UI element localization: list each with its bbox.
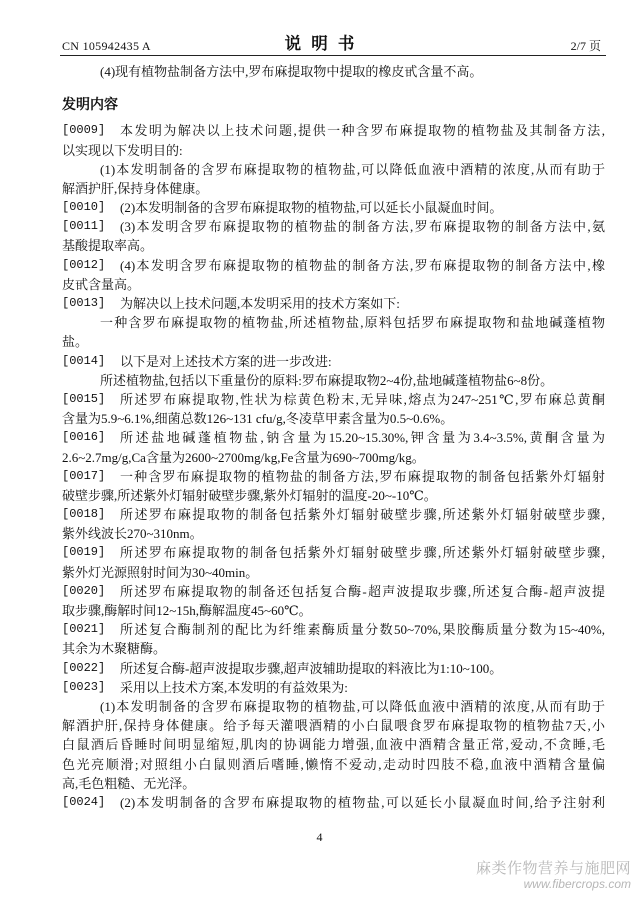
- paragraph-0021: [62, 620, 605, 658]
- text-line: 采用以上技术方案,本发明的有益效果为:: [120, 679, 348, 695]
- paragraph-0012: [62, 256, 605, 294]
- paragraph-number: [0023]: [62, 679, 106, 694]
- paragraph-number: [0016]: [62, 430, 106, 445]
- page-of-total: 2/7 页: [570, 39, 601, 53]
- paragraph-number: [0022]: [62, 660, 106, 675]
- paragraph-number: [0012]: [62, 257, 106, 272]
- paragraph-0013: [62, 294, 605, 313]
- paragraph-0019: [62, 543, 605, 581]
- paragraph-number: [0010]: [62, 200, 106, 215]
- paragraph-item: [62, 160, 605, 198]
- text-line: 所述盐地碱蓬植物盐,钠含量为15.20~15.30%,钾含量为3.4~3.5%,黄酮含量为: [120, 430, 605, 446]
- text-line: 所述罗布麻提取物的制备包括紫外灯辐射破壁步骤,所述紫外灯辐射破壁步骤,: [120, 507, 605, 523]
- text-line: (4)现有植物盐制备方法中,罗布麻提取物中提取的橡皮甙含量不高。: [100, 64, 483, 80]
- text-line: 所述植物盐,包括以下重量份的原料:罗布麻提取物2~4份,盐地碱蓬植物盐6~8份。: [100, 372, 554, 388]
- text-line: 高,毛色粗糙、无光泽。: [62, 775, 196, 791]
- text-line: 解酒护肝,保持身体健康。: [62, 180, 209, 196]
- paragraph-number: [0014]: [62, 353, 106, 368]
- paragraph-0017: [62, 467, 605, 505]
- text-line: 取步骤,酶解时间12~15h,酶解温度45~60℃。: [62, 603, 312, 619]
- text-line: 本发明为解决以上技术问题,提供一种含罗布麻提取物的植物盐及其制备方法,: [120, 123, 605, 139]
- paragraph-number: [0021]: [62, 622, 106, 637]
- text-line: 白鼠酒后昏睡时间明显缩短,肌肉的协调能力增强,血液中酒精含量正常,爱动,不贪睡,毛: [62, 737, 605, 753]
- text-line: 所述复合酶-超声波提取步骤,超声波辅助提取的料液比为1:10~100。: [120, 660, 503, 676]
- text-line: (2)本发明制备的含罗布麻提取物的植物盐,可以延长小鼠凝血时间,给予注射利: [120, 794, 605, 810]
- paragraph-number: [0011]: [62, 219, 106, 234]
- text-line: 破壁步骤,所述紫外灯辐射破壁步骤,紫外灯辐射的温度-20~-10℃。: [62, 487, 437, 503]
- text-line: 解酒护肝,保持身体健康。给予每天灌喂酒精的小白鼠喂食罗布麻提取物的植物盐7天,小: [62, 718, 605, 734]
- text-line: 含量为5.9~6.1%,细菌总数126~131 cfu/g,冬凌草甲素含量为0.5~0.6%。: [62, 411, 454, 427]
- text-line: (1)本发明制备的含罗布麻提取物的植物盐,可以降低血液中酒精的浓度,从而有助于: [100, 698, 605, 714]
- text-line: 2.6~2.7mg/g,Ca含量为2600~2700mg/kg,Fe含量为690~700mg/kg。: [62, 449, 425, 465]
- text-line: 一种含罗布麻提取物的植物盐的制备方法,罗布麻提取物的制备包括紫外灯辐射: [120, 468, 605, 484]
- text-line: 以下是对上述技术方案的进一步改进:: [120, 353, 332, 369]
- text-line: 基酸提取率高。: [62, 238, 154, 254]
- paragraph-0016: [62, 428, 605, 466]
- paragraph-0023: [62, 678, 605, 697]
- text-line: (3)本发明含罗布麻提取物的植物盐的制备方法,罗布麻提取物的制备方法中,氨: [120, 219, 605, 235]
- paragraph-number: [0013]: [62, 296, 106, 311]
- paragraph-number: [0015]: [62, 391, 106, 406]
- paragraph-number: [0019]: [62, 545, 106, 560]
- document-title: 说 明 书: [284, 34, 358, 53]
- text-line: 皮甙含量高。: [62, 276, 141, 292]
- text-line: 一种含罗布麻提取物的植物盐,所述植物盐,原料包括罗布麻提取物和盐地碱蓬植物: [100, 315, 605, 331]
- text-line: (2)本发明制备的含罗布麻提取物的植物盐,可以延长小鼠凝血时间。: [120, 200, 503, 216]
- text-line: 紫外线波长270~310nm。: [62, 526, 203, 542]
- paragraph-number: [0009]: [62, 123, 106, 138]
- text-line: 所述复合酶制剂的配比为纤维素酶质量分数50~70%,果胶酶质量分数为15~40%,: [120, 622, 605, 638]
- paragraph-number: [0017]: [62, 468, 106, 483]
- patent-number: CN 105942435 A: [62, 39, 151, 53]
- document-body: [62, 62, 605, 812]
- paragraph-0010: [62, 198, 605, 217]
- paragraph-0011: [62, 217, 605, 255]
- text-line: 所述罗布麻提取物,性状为棕黄色粉末,无异味,熔点为247~251℃,罗布麻总黄酮: [120, 391, 605, 407]
- text-line: 以实现以下发明目的:: [62, 142, 183, 158]
- paragraph-item: [62, 313, 605, 351]
- text-line: 紫外灯光源照射时间为30~40min。: [62, 564, 259, 580]
- text-line: 其余为木聚糖酶。: [62, 641, 167, 657]
- text-line: 所述罗布麻提取物的制备包括紫外灯辐射破壁步骤,所述紫外灯辐射破壁步骤,: [120, 545, 605, 561]
- page-number: 4: [316, 830, 323, 844]
- paragraph-number: [0018]: [62, 507, 106, 522]
- text-line: 盐。: [62, 334, 89, 350]
- paragraph-item: [62, 697, 605, 793]
- paragraph-0020: [62, 582, 605, 620]
- watermark-site-address: www.fibercrops.com: [523, 877, 631, 891]
- paragraph-0014: [62, 352, 605, 371]
- paragraph-item: [62, 371, 605, 390]
- watermark: [476, 859, 631, 892]
- paragraph-0024: [62, 793, 605, 812]
- paragraph-number: [0020]: [62, 583, 106, 598]
- paragraph-0015: [62, 390, 605, 428]
- header-rule: [60, 55, 606, 56]
- text-line: 为解决以上技术问题,本发明采用的技术方案如下:: [120, 296, 400, 312]
- paragraph-number: [0024]: [62, 794, 106, 809]
- text-line: (4)本发明含罗布麻提取物的植物盐的制备方法,罗布麻提取物的制备方法中,橡: [120, 257, 605, 273]
- intro-paragraph: [62, 62, 605, 81]
- text-line: (1)本发明制备的含罗布麻提取物的植物盐,可以降低血液中酒精的浓度,从而有助于: [100, 161, 605, 177]
- watermark-site-name: 麻类作物营养与施肥网: [475, 859, 631, 877]
- text-line: 所述罗布麻提取物的制备还包括复合酶-超声波提取步骤,所述复合酶-超声波提: [120, 583, 605, 599]
- text-line: 色光亮顺滑;对照组小白鼠则酒后嗜睡,懒惰不爱动,走动时四肢不稳,血液中酒精含量偏: [62, 756, 605, 772]
- paragraph-0022: [62, 659, 605, 678]
- paragraph-0018: [62, 505, 605, 543]
- paragraph-0009: [62, 121, 605, 159]
- section-heading: 发明内容: [62, 97, 118, 113]
